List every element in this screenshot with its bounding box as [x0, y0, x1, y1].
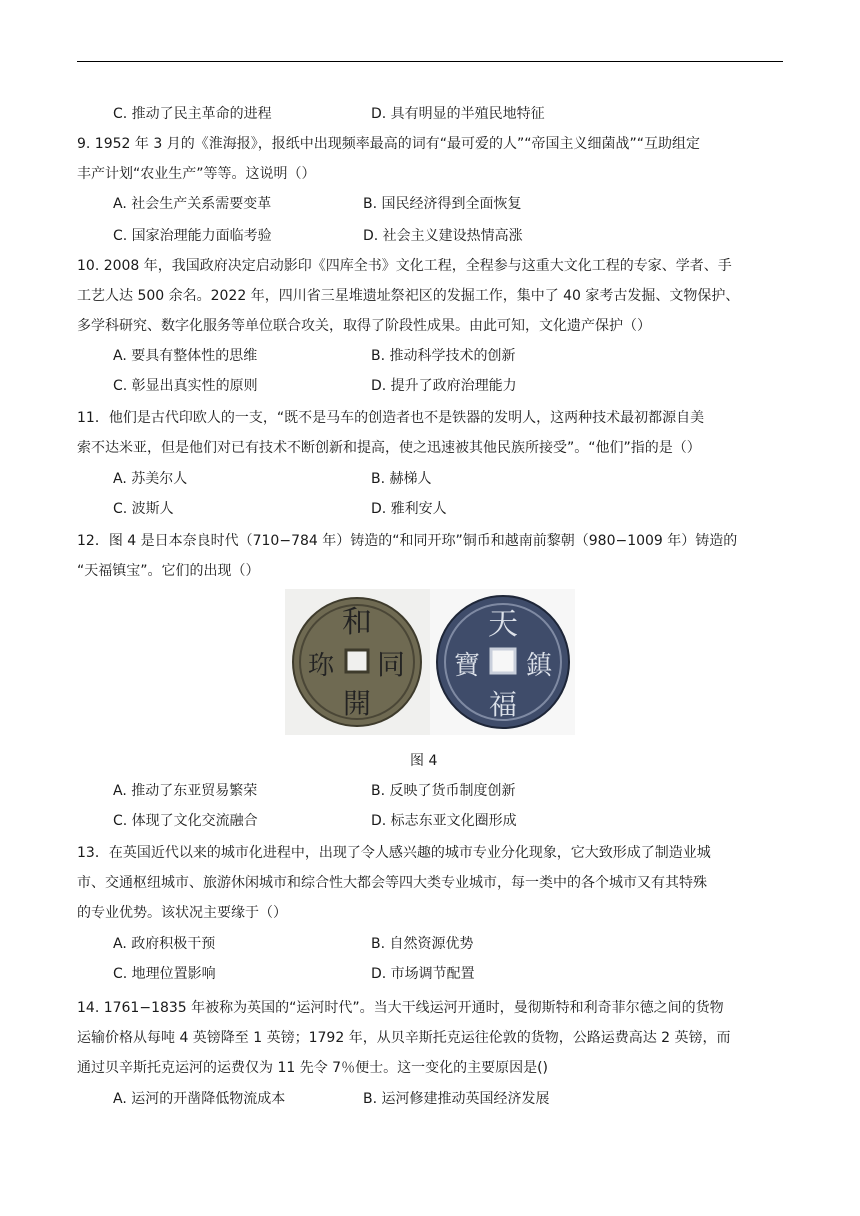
q9-stem-line2: 丰产计划“农业生产”等等。这说明（）: [77, 166, 316, 182]
coin1-char-bottom: 開: [342, 687, 372, 720]
q10-stem-line1: 10. 2008 年，我国政府决定启动影印《四库全书》文化工程，全程参与这重大文化工程的专家、学者、手: [77, 258, 732, 274]
q10-option-b: B. 推动科学技术的创新: [371, 348, 516, 364]
q11-option-d: D. 雅利安人: [371, 501, 447, 517]
q13-option-d: D. 市场调节配置: [371, 966, 475, 982]
coin1-char-top: 和: [342, 605, 372, 640]
q13-stem-line2: 市、交通枢纽城市、旅游休闲城市和综合性大都会等四大类专业城市，每一类中的各个城市又有其特殊: [77, 875, 707, 891]
q13-stem-line3: 的专业优势。该状况主要缘于（）: [77, 905, 287, 921]
q10-option-a: A. 要具有整体性的思维: [113, 348, 258, 364]
q11-stem-line1: 11．他们是古代印欧人的一支，“既不是马车的创造者也不是铁器的发明人，这两种技术最初都源自美: [77, 410, 705, 426]
header-rule: [77, 61, 783, 62]
coin2-char-bottom: 福: [488, 688, 518, 721]
coin2-char-top: 天: [488, 607, 518, 642]
q13-option-a: A. 政府积极干预: [113, 936, 216, 952]
coin2-char-right: 鎮: [525, 651, 553, 681]
q10-option-c: C. 彰显出真实性的原则: [113, 378, 258, 394]
q8-option-d: D. 具有明显的半殖民地特征: [371, 106, 545, 122]
q12-option-c: C. 体现了文化交流融合: [113, 813, 258, 829]
q9-option-c: C. 国家治理能力面临考验: [113, 228, 272, 244]
q11-option-b: B. 赫梯人: [371, 471, 432, 487]
figure-caption: 图 4: [410, 753, 438, 769]
q9-option-d: D. 社会主义建设热情高涨: [363, 228, 523, 244]
q10-stem-line3: 多学科研究、数字化服务等单位联合攻关，取得了阶段性成果。由此可知，文化遗产保护（）: [77, 318, 651, 334]
q12-stem-line1: 12．图 4 是日本奈良时代（710−784 年）铸造的“和同开珎”铜币和越南前黎朝（980−1009 年）铸造的: [77, 533, 738, 549]
q14-stem-line3: 通过贝辛斯托克运河的运费仅为 11 先令 7％便士。这一变化的主要原因是(): [77, 1060, 548, 1076]
q14-stem-line1: 14. 1761−1835 年被称为英国的“运河时代”。当大干线运河开通时，曼彻斯特和利奇菲尔德之间的货物: [77, 1000, 724, 1016]
q14-stem-line2: 运输价格从每吨 4 英镑降至 1 英镑；1792 年，从贝辛斯托克运往伦敦的货物，公路运费高达 2 英镑，而: [77, 1030, 731, 1046]
q10-option-d: D. 提升了政府治理能力: [371, 378, 517, 394]
coin1-char-right: 同: [376, 648, 406, 681]
q8-option-c: C. 推动了民主革命的进程: [113, 106, 272, 122]
coin-illustration: [285, 589, 575, 735]
q14-option-b: B. 运河修建推动英国经济发展: [363, 1091, 550, 1107]
q13-option-b: B. 自然资源优势: [371, 936, 474, 952]
q12-option-d: D. 标志东亚文化圈形成: [371, 813, 517, 829]
q13-option-c: C. 地理位置影响: [113, 966, 216, 982]
coin-figure: [285, 589, 575, 735]
coin1-char-left: 珎: [307, 651, 335, 681]
coin2-char-left: 寶: [453, 651, 481, 681]
q13-stem-line1: 13．在英国近代以来的城市化进程中，出现了令人感兴趣的城市专业分化现象，它大致形成了制造业城: [77, 845, 711, 861]
q12-option-a: A. 推动了东亚贸易繁荣: [113, 783, 258, 799]
q9-stem-line1: 9. 1952 年 3 月的《淮海报》，报纸中出现频率最高的词有“最可爱的人”“帝国主义细菌战”“互助组定: [77, 136, 700, 152]
q9-option-b: B. 国民经济得到全面恢复: [363, 196, 522, 212]
q9-option-a: A. 社会生产关系需要变革: [113, 196, 272, 212]
q11-stem-line2: 索不达米亚，但是他们对已有技术不断创新和提高，使之迅速被其他民族所接受”。“他们”指的是（）: [77, 440, 701, 456]
q11-option-a: A. 苏美尔人: [113, 471, 188, 487]
q14-option-a: A. 运河的开凿降低物流成本: [113, 1091, 286, 1107]
q12-stem-line2: “天福镇宝”。它们的出现（）: [77, 563, 260, 579]
q12-option-b: B. 反映了货币制度创新: [371, 783, 516, 799]
q10-stem-line2: 工艺人达 500 余名。2022 年，四川省三星堆遗址祭祀区的发掘工作，集中了 40 家考古发掘、文物保护、: [77, 288, 740, 304]
q11-option-c: C. 波斯人: [113, 501, 174, 517]
